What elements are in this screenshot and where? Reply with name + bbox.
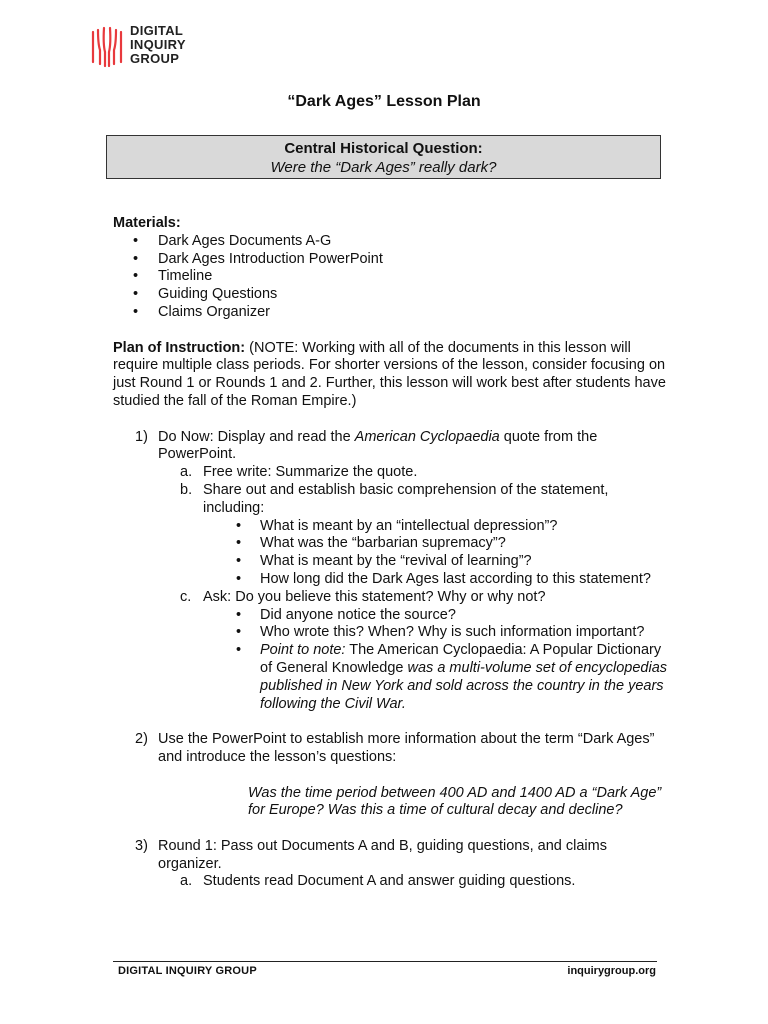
plan-heading: Plan of Instruction: <box>113 339 246 356</box>
lesson-question-quote: Was the time period between 400 AD and 1400 AD a “Dark Age” for Europe? Was this a time of cultural decay and decline? <box>248 784 662 819</box>
step-1c <box>113 589 673 607</box>
bullet-text: What is meant by an “intellectual depression”? <box>260 517 558 534</box>
list-item: • How long did the Dark Ages last according to this statement? <box>236 570 651 587</box>
list-item: • Dark Ages Introduction PowerPoint <box>113 251 673 269</box>
list-item: • Who wrote this? When? Why is such information important? <box>236 624 645 641</box>
point-to-note: • Point to note: The American Cyclopaedia: A Popular Dictionary of General Knowledge was a multi-volume set of encyclopedias published in New York and sold across the country in the years following the Civil War. <box>236 642 668 712</box>
step-number: 1) <box>135 428 148 445</box>
plan-intro: (NOTE: Working with all of the documents in this lesson will require multiple class periods. For shorter versions of the lesson, consider focusing on just Round 1 or Rounds 1 and 2. Further, this lesson will work best after students have studied the fall of the Roman Empire.) <box>113 339 666 409</box>
step-2-text: Use the PowerPoint to establish more information about the term “Dark Ages” and introduce the lesson’s questions: <box>158 731 655 765</box>
logo-wordmark <box>130 24 186 66</box>
bullet-text: Did anyone notice the source? <box>260 606 456 623</box>
list-item: • What is meant by an “intellectual depression”? <box>236 517 558 534</box>
central-question-box <box>106 135 661 179</box>
list-item: • What is meant by the “revival of learning”? <box>236 553 532 570</box>
list-item: • Dark Ages Documents A-G <box>113 233 673 251</box>
list-item: • Guiding Questions <box>113 286 673 304</box>
logo-line-3: GROUP <box>130 51 180 66</box>
step-1a <box>113 464 673 482</box>
plan-paragraph <box>113 340 673 411</box>
list-item: • Did anyone notice the source? <box>236 606 456 623</box>
bullet-text: Who wrote this? When? Why is such information important? <box>260 624 645 641</box>
step-1a-text: Free write: Summarize the quote. <box>203 464 418 481</box>
step-3-text: Round 1: Pass out Documents A and B, guiding questions, and claims organizer. <box>158 837 607 872</box>
step-1c-text: Ask: Do you believe this statement? Why or why not? <box>203 588 546 605</box>
digital-inquiry-group-logo-icon <box>90 22 124 68</box>
sub-marker: c. <box>180 588 192 605</box>
list-item: • Timeline <box>113 268 673 286</box>
step-1b-text: Share out and establish basic comprehension of the statement, including: <box>203 481 609 516</box>
step-number: 2) <box>135 731 148 748</box>
central-question-text: Were the “Dark Ages” really dark? <box>270 159 497 176</box>
list-item: • Claims Organizer <box>113 304 673 322</box>
step-3 <box>113 838 673 874</box>
footer-org-name: DIGITAL INQUIRY GROUP <box>118 965 257 977</box>
step-1-text-end: quote from the PowerPoint. <box>158 428 598 463</box>
sub-marker: b. <box>180 481 193 498</box>
materials-list <box>113 233 673 322</box>
logo <box>90 22 186 68</box>
note-text: was a multi-volume set of encyclopedias published in New York and sold across the country in the years following the Civil War. <box>260 659 668 712</box>
step-3a-text: Students read Document A and answer guiding questions. <box>203 873 576 890</box>
central-question-heading: Central Historical Question: <box>284 140 483 157</box>
lesson-body <box>113 215 673 891</box>
step-2 <box>113 731 673 767</box>
step-1 <box>113 429 673 465</box>
bullet-text: What is meant by the “revival of learning”? <box>260 553 532 570</box>
sub-marker: a. <box>180 464 193 481</box>
note-source: The American Cyclopaedia: A Popular Dictionary of General Knowledge <box>260 642 662 676</box>
list-item: • What was the “barbarian supremacy”? <box>236 535 506 552</box>
sub-marker: a. <box>180 873 193 890</box>
logo-line-2: INQUIRY <box>130 37 186 52</box>
materials-heading: Materials: <box>113 215 181 231</box>
step-1b <box>113 482 673 518</box>
bullet-text: How long did the Dark Ages last according to this statement? <box>260 570 651 587</box>
step-3a <box>113 873 673 891</box>
footer-website: inquirygroup.org <box>567 965 656 977</box>
footer-divider <box>113 961 657 962</box>
bullet-text: What was the “barbarian supremacy”? <box>260 535 506 552</box>
step-1-source: American Cyclopaedia <box>354 428 500 445</box>
step-number: 3) <box>135 837 148 854</box>
step-1-text: Do Now: Display and read the <box>158 428 355 445</box>
logo-line-1: DIGITAL <box>130 23 184 38</box>
page-title: “Dark Ages” Lesson Plan <box>287 93 481 110</box>
note-label: Point to note: <box>260 642 346 659</box>
